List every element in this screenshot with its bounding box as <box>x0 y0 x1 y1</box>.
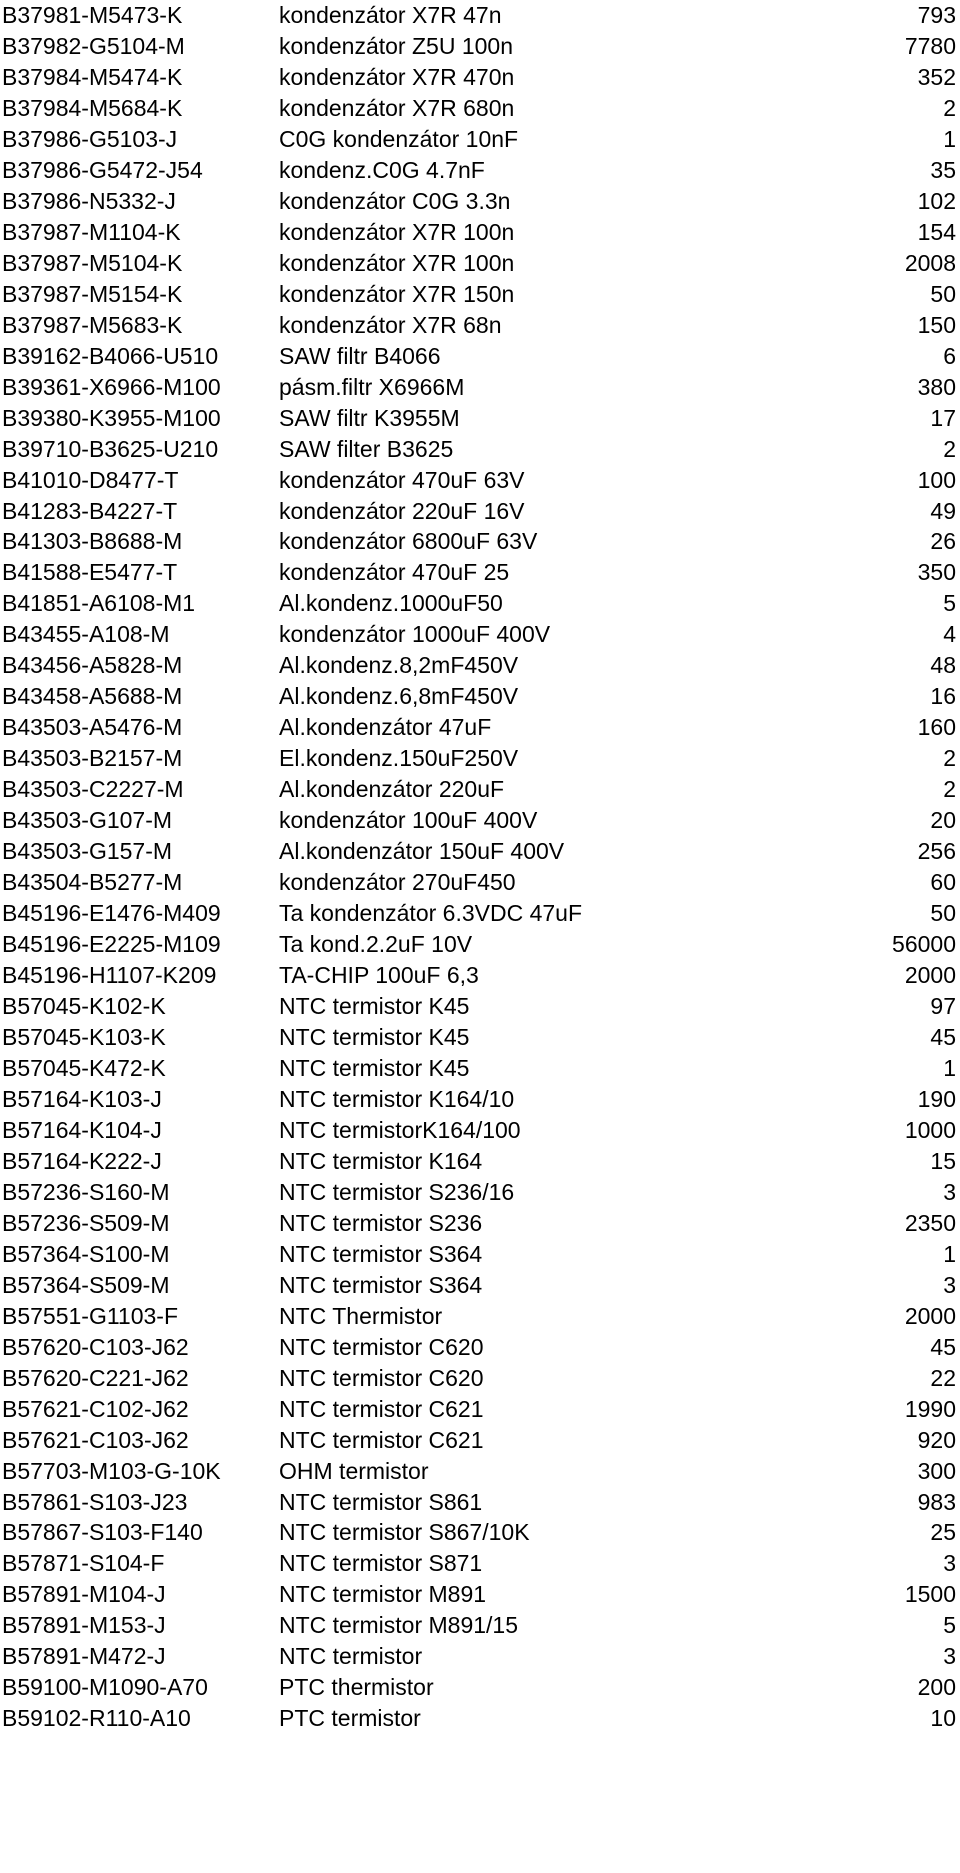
list-item <box>0 124 960 155</box>
list-item <box>0 217 960 248</box>
part-number: B37987-M1104-K <box>2 218 181 245</box>
quantity: 22 <box>930 1364 956 1391</box>
list-item <box>0 341 960 372</box>
quantity: 920 <box>917 1426 956 1453</box>
part-description: kondenzátor 220uF 16V <box>279 497 525 524</box>
part-description: NTC termistor S364 <box>279 1240 483 1267</box>
part-description: NTC termistor S236/16 <box>279 1178 515 1205</box>
list-item <box>0 1301 960 1332</box>
part-description: kondenzátor 270uF450 <box>279 869 516 896</box>
quantity: 50 <box>930 900 956 927</box>
part-number: B37982-G5104-M <box>2 32 185 59</box>
part-number: B57861-S103-J23 <box>2 1488 188 1515</box>
quantity: 793 <box>917 2 956 28</box>
part-description: kondenz.C0G 4.7nF <box>279 156 485 183</box>
list-item <box>0 1177 960 1208</box>
quantity: 2000 <box>904 1302 956 1329</box>
part-number: B45196-H1107-K209 <box>2 962 217 989</box>
quantity: 100 <box>917 466 956 493</box>
quantity: 50 <box>930 280 956 307</box>
list-item <box>0 1363 960 1394</box>
list-item <box>0 1053 960 1084</box>
list-item <box>0 1146 960 1177</box>
part-number: B57045-K102-K <box>2 993 166 1019</box>
list-item <box>0 929 960 960</box>
quantity: 3 <box>943 1643 956 1670</box>
quantity: 1 <box>943 1240 956 1267</box>
list-item <box>0 310 960 341</box>
list-item <box>0 991 960 1022</box>
quantity: 150 <box>917 311 956 338</box>
quantity: 1500 <box>904 1581 956 1608</box>
quantity: 983 <box>917 1488 956 1515</box>
list-item <box>0 1579 960 1610</box>
quantity: 102 <box>917 187 956 214</box>
part-number: B57621-C103-J62 <box>2 1426 189 1453</box>
quantity: 5 <box>943 590 956 617</box>
part-number: B39162-B4066-U510 <box>2 342 219 369</box>
part-number: B57045-K103-K <box>2 1023 166 1050</box>
list-item <box>0 867 960 898</box>
list-item <box>0 1672 960 1703</box>
list-item <box>0 372 960 403</box>
part-description: NTC termistor K164/10 <box>279 1085 515 1112</box>
list-item <box>0 434 960 465</box>
quantity: 26 <box>930 528 956 555</box>
part-description: NTC termistor C620 <box>279 1364 484 1391</box>
list-item <box>0 619 960 650</box>
part-description: kondenzátor X7R 100n <box>279 249 515 276</box>
part-number: B37987-M5683-K <box>2 311 183 338</box>
part-number: B57551-G1103-F <box>2 1302 179 1329</box>
quantity: 45 <box>930 1333 956 1360</box>
quantity: 60 <box>930 869 956 896</box>
part-number: B43503-G107-M <box>2 807 173 834</box>
part-number: B57871-S104-F <box>2 1550 165 1577</box>
part-description: NTC termistor K45 <box>279 1023 470 1050</box>
part-number: B57703-M103-G-10K <box>2 1457 221 1484</box>
list-item <box>0 1022 960 1053</box>
list-item <box>0 496 960 527</box>
quantity: 56000 <box>892 931 956 958</box>
part-number: B41010-D8477-T <box>2 466 179 493</box>
part-description: kondenzátor X7R 100n <box>279 218 515 245</box>
part-description: kondenzátor X7R 150n <box>279 280 515 307</box>
part-description: NTC termistor C621 <box>279 1395 484 1422</box>
list-item <box>0 1425 960 1456</box>
part-description: Al.kondenz.8,2mF450V <box>279 652 519 679</box>
list-item <box>0 1487 960 1518</box>
part-number: B57867-S103-F140 <box>2 1519 203 1546</box>
part-description: kondenzátor X7R 470n <box>279 63 515 90</box>
part-number: B57164-K104-J <box>2 1116 162 1143</box>
part-number: B57364-S100-M <box>2 1240 170 1267</box>
quantity: 352 <box>917 63 956 90</box>
part-description: NTC termistor S861 <box>279 1488 483 1515</box>
quantity: 2 <box>943 745 956 772</box>
part-description: SAW filtr K3955M <box>279 404 460 431</box>
list-item <box>0 1610 960 1641</box>
part-number: B57891-M472-J <box>2 1643 166 1670</box>
quantity: 49 <box>930 497 956 524</box>
part-number: B43503-B2157-M <box>2 745 183 772</box>
part-number: B57164-K222-J <box>2 1147 162 1174</box>
quantity: 48 <box>930 652 956 679</box>
list-item <box>0 1084 960 1115</box>
part-description: NTC termistor M891 <box>279 1581 487 1608</box>
part-description: NTC termistorK164/100 <box>279 1116 521 1143</box>
list-item <box>0 1703 960 1734</box>
part-number: B37986-N5332-J <box>2 187 176 214</box>
part-description: NTC termistor K45 <box>279 993 470 1019</box>
part-description: NTC termistor <box>279 1643 423 1670</box>
list-item <box>0 31 960 62</box>
quantity: 4 <box>943 621 956 648</box>
quantity: 2000 <box>904 962 956 989</box>
quantity: 200 <box>917 1674 956 1701</box>
list-item <box>0 774 960 805</box>
quantity: 3 <box>943 1550 956 1577</box>
quantity: 1990 <box>904 1395 956 1422</box>
list-item <box>0 1332 960 1363</box>
list-item <box>0 403 960 434</box>
quantity: 17 <box>930 404 956 431</box>
quantity: 7780 <box>904 32 956 59</box>
part-number: B43455-A108-M <box>2 621 170 648</box>
list-item <box>0 1115 960 1146</box>
list-item <box>0 93 960 124</box>
part-number: B41588-E5477-T <box>2 559 178 586</box>
part-description: NTC Thermistor <box>279 1302 443 1329</box>
quantity: 1 <box>943 125 956 152</box>
part-number: B59100-M1090-A70 <box>2 1674 208 1701</box>
list-item <box>0 62 960 93</box>
list-item <box>0 526 960 557</box>
list-item <box>0 1456 960 1487</box>
part-description: kondenzátor X7R 680n <box>279 94 515 121</box>
part-number: B43503-C2227-M <box>2 776 184 803</box>
part-description: Ta kond.2.2uF 10V <box>279 931 473 958</box>
part-number: B37986-G5103-J <box>2 125 178 152</box>
part-number: B43503-A5476-M <box>2 714 183 741</box>
list-item <box>0 960 960 991</box>
part-number: B43504-B5277-M <box>2 869 183 896</box>
part-description: PTC termistor <box>279 1705 421 1732</box>
part-description: NTC termistor S364 <box>279 1271 483 1298</box>
part-number: B57891-M104-J <box>2 1581 166 1608</box>
part-description: Al.kondenz.1000uF50 <box>279 590 503 617</box>
list-item <box>0 1208 960 1239</box>
part-description: El.kondenz.150uF250V <box>279 745 519 772</box>
part-description: OHM termistor <box>279 1457 429 1484</box>
part-number: B57620-C221-J62 <box>2 1364 189 1391</box>
quantity: 190 <box>917 1085 956 1112</box>
part-description: TA-CHIP 100uF 6,3 <box>279 962 479 989</box>
part-number: B57045-K472-K <box>2 1054 166 1081</box>
part-number: B57164-K103-J <box>2 1085 162 1112</box>
list-item <box>0 155 960 186</box>
list-item <box>0 1641 960 1672</box>
list-item <box>0 588 960 619</box>
part-description: NTC termistor K164 <box>279 1147 483 1174</box>
part-number: B43456-A5828-M <box>2 652 183 679</box>
part-description: kondenzátor 470uF 63V <box>279 466 525 493</box>
part-description: kondenzátor C0G 3.3n <box>279 187 511 214</box>
part-number: B41283-B4227-T <box>2 497 178 524</box>
part-description: kondenzátor 1000uF 400V <box>279 621 551 648</box>
part-description: Al.kondenzátor 150uF 400V <box>279 838 565 865</box>
part-number: B57364-S509-M <box>2 1271 170 1298</box>
part-number: B37984-M5474-K <box>2 63 183 90</box>
list-item <box>0 898 960 929</box>
part-description: NTC termistor S867/10K <box>279 1519 530 1546</box>
list-item <box>0 465 960 496</box>
quantity: 380 <box>917 373 956 400</box>
quantity: 300 <box>917 1457 956 1484</box>
part-number: B57620-C103-J62 <box>2 1333 189 1360</box>
part-description: NTC termistor C621 <box>279 1426 484 1453</box>
part-description: NTC termistor S871 <box>279 1550 483 1577</box>
part-number: B57236-S160-M <box>2 1178 170 1205</box>
list-item <box>0 1548 960 1579</box>
part-description: kondenzátor 470uF 25 <box>279 559 510 586</box>
list-item <box>0 712 960 743</box>
list-item <box>0 681 960 712</box>
part-number: B37984-M5684-K <box>2 94 183 121</box>
part-description: Al.kondenz.6,8mF450V <box>279 683 519 710</box>
quantity: 3 <box>943 1178 956 1205</box>
quantity: 2 <box>943 94 956 121</box>
part-description: NTC termistor K45 <box>279 1054 470 1081</box>
part-description: Ta kondenzátor 6.3VDC 47uF <box>279 900 583 927</box>
part-description: kondenzátor Z5U 100n <box>279 32 513 59</box>
part-number: B57236-S509-M <box>2 1209 170 1236</box>
part-description: SAW filter B3625 <box>279 435 454 462</box>
part-description: NTC termistor C620 <box>279 1333 484 1360</box>
quantity: 2 <box>943 435 956 462</box>
part-number: B37987-M5104-K <box>2 249 183 276</box>
part-description: pásm.filtr X6966M <box>279 373 465 400</box>
part-number: B37987-M5154-K <box>2 280 183 307</box>
part-description: kondenzátor X7R 68n <box>279 311 502 338</box>
quantity: 35 <box>930 156 956 183</box>
list-item <box>0 836 960 867</box>
list-item <box>0 650 960 681</box>
part-description: kondenzátor 6800uF 63V <box>279 528 538 555</box>
part-number: B41851-A6108-M1 <box>2 590 196 617</box>
part-description: Al.kondenzátor 220uF <box>279 776 505 803</box>
part-description: NTC termistor M891/15 <box>279 1612 519 1639</box>
quantity: 2350 <box>904 1209 956 1236</box>
part-number: B59102-R110-A10 <box>2 1705 191 1732</box>
part-description: PTC thermistor <box>279 1674 434 1701</box>
quantity: 2008 <box>904 249 956 276</box>
part-number: B43503-G157-M <box>2 838 173 865</box>
quantity: 160 <box>917 714 956 741</box>
part-description: kondenzátor X7R 47n <box>279 2 502 28</box>
quantity: 16 <box>930 683 956 710</box>
quantity: 1000 <box>904 1116 956 1143</box>
quantity: 350 <box>917 559 956 586</box>
part-number: B37981-M5473-K <box>2 2 183 28</box>
part-description: NTC termistor S236 <box>279 1209 483 1236</box>
list-item <box>0 186 960 217</box>
part-description: Al.kondenzátor 47uF <box>279 714 492 741</box>
quantity: 5 <box>943 1612 956 1639</box>
quantity: 154 <box>917 218 956 245</box>
part-number: B57891-M153-J <box>2 1612 166 1639</box>
part-number: B39380-K3955-M100 <box>2 404 221 431</box>
quantity: 2 <box>943 776 956 803</box>
list-item <box>0 805 960 836</box>
part-description: SAW filtr B4066 <box>279 342 441 369</box>
quantity: 25 <box>930 1519 956 1546</box>
quantity: 10 <box>930 1705 956 1732</box>
list-item <box>0 279 960 310</box>
part-number: B45196-E1476-M409 <box>2 900 221 927</box>
quantity: 6 <box>943 342 956 369</box>
list-item <box>0 1517 960 1548</box>
list-item <box>0 248 960 279</box>
part-number: B41303-B8688-M <box>2 528 183 555</box>
list-item <box>0 743 960 774</box>
part-number: B37986-G5472-J54 <box>2 156 203 183</box>
quantity: 97 <box>930 993 956 1019</box>
list-item <box>0 1239 960 1270</box>
quantity: 3 <box>943 1271 956 1298</box>
quantity: 20 <box>930 807 956 834</box>
list-item <box>0 1394 960 1425</box>
quantity: 45 <box>930 1023 956 1050</box>
quantity: 256 <box>917 838 956 865</box>
part-description: kondenzátor 100uF 400V <box>279 807 538 834</box>
part-number: B57621-C102-J62 <box>2 1395 189 1422</box>
part-description: C0G kondenzátor 10nF <box>279 125 519 152</box>
list-item <box>0 0 960 31</box>
part-number: B39710-B3625-U210 <box>2 435 219 462</box>
quantity: 1 <box>943 1054 956 1081</box>
quantity: 15 <box>930 1147 956 1174</box>
part-number: B39361-X6966-M100 <box>2 373 221 400</box>
list-item <box>0 557 960 588</box>
part-number: B43458-A5688-M <box>2 683 183 710</box>
list-item <box>0 1270 960 1301</box>
part-number: B45196-E2225-M109 <box>2 931 221 958</box>
